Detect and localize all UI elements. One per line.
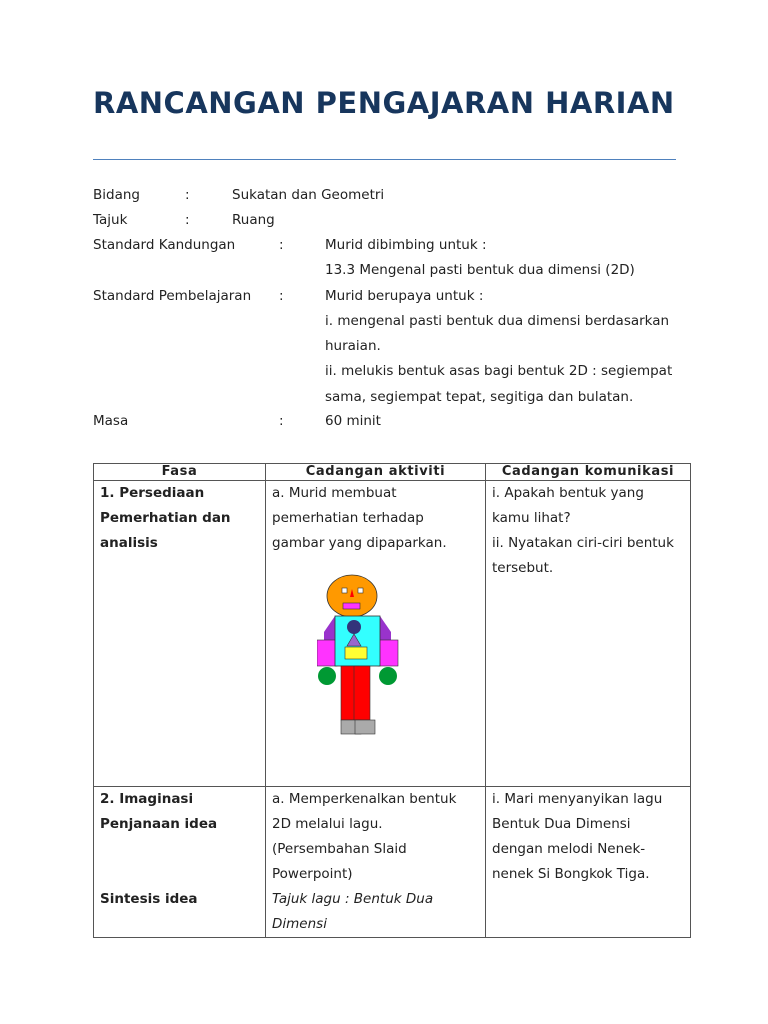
sk-line: 13.3 Mengenal pasti bentuk dua dimensi (2D) — [325, 262, 635, 278]
header-fasa: Fasa — [94, 464, 266, 481]
row2-aktiviti-song-title: Dimensi — [272, 916, 327, 932]
row1-aktiviti-line: gambar yang dipaparkan. — [272, 535, 447, 551]
robot-hand-left — [317, 640, 337, 666]
row2-aktiviti-line: 2D melalui lagu. — [272, 816, 383, 832]
table-header-row — [94, 464, 691, 481]
robot-shapes-image — [317, 574, 427, 736]
row2-fasa-sintesis: Sintesis idea — [100, 891, 198, 907]
row1-aktiviti-line: pemerhatian terhadap — [272, 510, 424, 526]
sp-line: ii. melukis bentuk asas bagi bentuk 2D : segiempat — [325, 363, 673, 379]
row2-komunikasi-line: Bentuk Dua Dimensi — [492, 816, 631, 832]
header-cadangan-aktiviti: Cadangan aktiviti — [266, 464, 486, 481]
sp-line: i. mengenal pasti bentuk dua dimensi berdasarkan — [325, 313, 670, 329]
masa-value: 60 minit — [325, 413, 381, 429]
row1-komunikasi — [486, 481, 691, 787]
robot-body-rectangle — [345, 647, 367, 659]
bidang-colon: : — [185, 187, 190, 203]
row1-aktiviti — [266, 481, 486, 787]
robot-ball-right — [379, 667, 397, 685]
table-row — [94, 481, 691, 787]
robot-eye-right — [358, 588, 363, 593]
row2-aktiviti-song-title: Tajuk lagu : Bentuk Dua — [272, 891, 434, 907]
sk-line: Murid dibimbing untuk : — [325, 237, 487, 253]
row1-fasa-line: 1. Persediaan — [100, 485, 205, 501]
row2-aktiviti — [266, 787, 486, 938]
row2-aktiviti-line: a. Memperkenalkan bentuk — [272, 791, 457, 807]
row2-fasa — [94, 787, 266, 938]
row1-fasa-line: Pemerhatian dan — [100, 510, 231, 526]
title-rule — [93, 159, 676, 160]
robot-arm-right — [380, 616, 391, 640]
row2-fasa-line: Penjanaan idea — [100, 816, 218, 832]
sp-line: huraian. — [325, 338, 381, 354]
row2-komunikasi-line: dengan melodi Nenek- — [492, 841, 646, 857]
sk-colon: : — [279, 237, 284, 253]
sp-line: sama, segiempat tepat, segitiga dan bulatan. — [325, 389, 634, 405]
robot-foot-right — [355, 720, 375, 734]
tajuk-colon: : — [185, 212, 190, 228]
sp-colon: : — [279, 288, 284, 304]
robot-mouth — [343, 603, 360, 609]
robot-hand-right — [378, 640, 398, 666]
row2-aktiviti-line: Powerpoint) — [272, 866, 353, 882]
row1-komunikasi-line: tersebut. — [492, 560, 554, 576]
row2-fasa-line: 2. Imaginasi — [100, 791, 194, 807]
row2-aktiviti-line: (Persembahan Slaid — [272, 841, 407, 857]
row1-komunikasi-line: i. Apakah bentuk yang — [492, 485, 644, 501]
robot-eye-left — [342, 588, 347, 593]
tajuk-label: Tajuk — [93, 212, 128, 228]
robot-arm-left — [324, 616, 335, 640]
table-row — [94, 787, 691, 938]
row2-komunikasi-line: i. Mari menyanyikan lagu — [492, 791, 663, 807]
robot-body-circle — [347, 620, 361, 634]
lesson-plan-table — [93, 463, 691, 938]
sk-label: Standard Kandungan — [93, 237, 236, 253]
robot-ball-left — [318, 667, 336, 685]
row1-fasa — [94, 481, 266, 787]
row1-fasa-line: analisis — [100, 535, 158, 551]
robot-leg-right — [354, 666, 370, 720]
row1-komunikasi-line: kamu lihat? — [492, 510, 571, 526]
sp-line: Murid berupaya untuk : — [325, 288, 484, 304]
masa-label: Masa — [93, 413, 129, 429]
masa-colon: : — [279, 413, 284, 429]
row1-komunikasi-line: ii. Nyatakan ciri-ciri bentuk — [492, 535, 674, 551]
tajuk-value: Ruang — [232, 212, 275, 228]
bidang-label: Bidang — [93, 187, 140, 203]
bidang-value: Sukatan dan Geometri — [232, 187, 385, 203]
page-title: RANCANGAN PENGAJARAN HARIAN — [93, 86, 675, 120]
row1-aktiviti-line: a. Murid membuat — [272, 485, 397, 501]
row2-komunikasi-line: nenek Si Bongkok Tiga. — [492, 866, 650, 882]
sp-label: Standard Pembelajaran — [93, 288, 252, 304]
header-cadangan-komunikasi: Cadangan komunikasi — [486, 464, 691, 481]
row2-komunikasi — [486, 787, 691, 938]
